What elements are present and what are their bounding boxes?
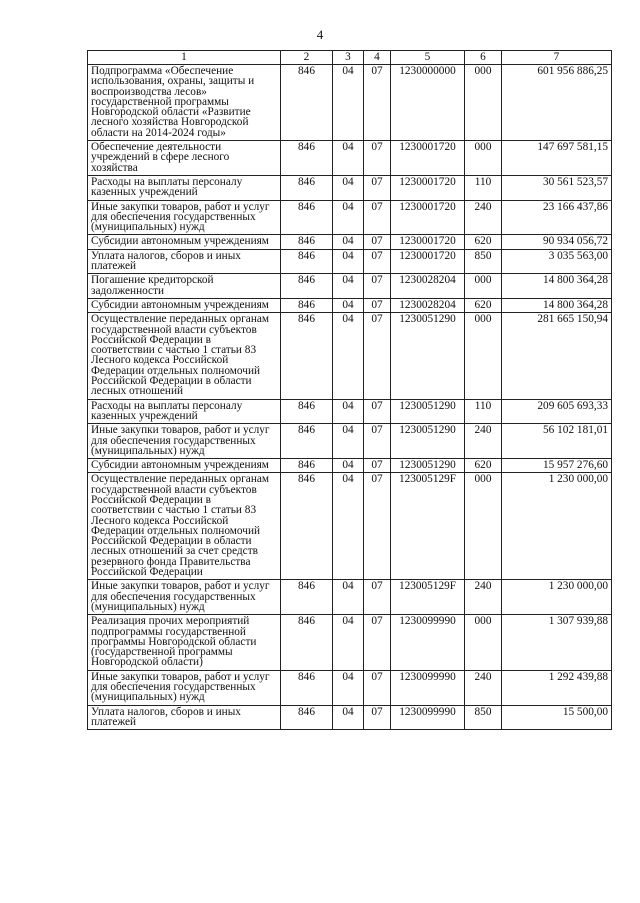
row-subsection: 07: [364, 235, 391, 249]
row-grbs: 846: [281, 298, 333, 312]
table-row: [88, 65, 612, 141]
row-target-code: 1230001720: [391, 249, 465, 274]
row-target-code: 1230051290: [391, 424, 465, 459]
row-name: Расходы на выплаты персоналу казенных учреждений: [88, 399, 281, 424]
row-amount: 1 230 000,00: [502, 580, 612, 615]
row-subsection: 07: [364, 298, 391, 312]
row-grbs: 846: [281, 249, 333, 274]
row-expense-type: 620: [465, 298, 502, 312]
col-header-5: 5: [391, 51, 465, 65]
table-row: [88, 200, 612, 235]
row-name: Иные закупки товаров, работ и услуг для обеспечения государственных (муниципальных) нужд: [88, 200, 281, 235]
table-row: [88, 705, 612, 730]
row-name: Погашение кредиторской задолженности: [88, 274, 281, 299]
row-section: 04: [333, 580, 364, 615]
row-section: 04: [333, 65, 364, 141]
row-expense-type: 620: [465, 235, 502, 249]
row-section: 04: [333, 235, 364, 249]
row-section: 04: [333, 175, 364, 200]
row-subsection: 07: [364, 200, 391, 235]
row-grbs: 846: [281, 65, 333, 141]
table-row: [88, 175, 612, 200]
row-amount: 209 605 693,33: [502, 399, 612, 424]
row-name: Иные закупки товаров, работ и услуг для обеспечения государственных (муниципальных) нужд: [88, 580, 281, 615]
row-grbs: 846: [281, 473, 333, 580]
row-target-code: 1230001720: [391, 175, 465, 200]
row-name: Уплата налогов, сборов и иных платежей: [88, 705, 281, 730]
col-header-6: 6: [465, 51, 502, 65]
col-header-2: 2: [281, 51, 333, 65]
row-amount: 15 957 276,60: [502, 459, 612, 473]
row-expense-type: 850: [465, 705, 502, 730]
table-row: [88, 670, 612, 705]
row-grbs: 846: [281, 175, 333, 200]
row-amount: 1 292 439,88: [502, 670, 612, 705]
row-target-code: 123005129F: [391, 473, 465, 580]
col-header-4: 4: [364, 51, 391, 65]
row-expense-type: 000: [465, 141, 502, 176]
row-section: 04: [333, 705, 364, 730]
row-expense-type: 240: [465, 580, 502, 615]
row-section: 04: [333, 473, 364, 580]
row-grbs: 846: [281, 424, 333, 459]
row-subsection: 07: [364, 65, 391, 141]
row-grbs: 846: [281, 274, 333, 299]
row-subsection: 07: [364, 399, 391, 424]
row-grbs: 846: [281, 200, 333, 235]
row-target-code: 1230028204: [391, 274, 465, 299]
col-header-7: 7: [502, 51, 612, 65]
row-target-code: 1230000000: [391, 65, 465, 141]
table-row: [88, 235, 612, 249]
row-grbs: 846: [281, 235, 333, 249]
row-section: 04: [333, 141, 364, 176]
row-amount: 147 697 581,15: [502, 141, 612, 176]
row-target-code: 1230051290: [391, 459, 465, 473]
row-name: Субсидии автономным учреждениям: [88, 235, 281, 249]
row-amount: 15 500,00: [502, 705, 612, 730]
row-target-code: 1230001720: [391, 235, 465, 249]
row-section: 04: [333, 249, 364, 274]
row-target-code: 123005129F: [391, 580, 465, 615]
row-amount: 90 934 056,72: [502, 235, 612, 249]
row-amount: 14 800 364,28: [502, 274, 612, 299]
row-subsection: 07: [364, 424, 391, 459]
row-expense-type: 110: [465, 399, 502, 424]
row-expense-type: 620: [465, 459, 502, 473]
row-section: 04: [333, 313, 364, 399]
table-row: [88, 399, 612, 424]
row-name: Уплата налогов, сборов и иных платежей: [88, 249, 281, 274]
row-amount: 1 230 000,00: [502, 473, 612, 580]
row-section: 04: [333, 424, 364, 459]
page-number: 4: [316, 27, 324, 42]
row-name: Подпрограмма «Обеспечение использования, охраны, защиты и воспроизводства лесов» государственной программы Новгородской области «Развитие лесного хозяйства Новгородской области на 2014-2024 годы»: [88, 65, 281, 141]
row-target-code: 1230028204: [391, 298, 465, 312]
row-expense-type: 000: [465, 313, 502, 399]
table-row: [88, 459, 612, 473]
row-expense-type: 850: [465, 249, 502, 274]
row-subsection: 07: [364, 580, 391, 615]
table-row: [88, 313, 612, 399]
row-expense-type: 000: [465, 615, 502, 670]
row-name: Реализация прочих мероприятий подпрограммы государственной программы Новгородской области (государственной программы Новгородской области): [88, 615, 281, 670]
row-section: 04: [333, 298, 364, 312]
row-subsection: 07: [364, 670, 391, 705]
table-row: [88, 274, 612, 299]
row-expense-type: 240: [465, 200, 502, 235]
header-row: [88, 51, 612, 65]
row-name: Обеспечение деятельности учреждений в сфере лесного хозяйства: [88, 141, 281, 176]
row-name: Осуществление переданных органам государственной власти субъектов Российской Федерации в соответствии с частью 1 статьи 83 Лесного кодекса Российской Федерации отдельных полномочий Российской Федерации в области лесных отношений за счет средств резервного фонда Правительства Российской Федерации: [88, 473, 281, 580]
table-row: [88, 249, 612, 274]
row-expense-type: 000: [465, 65, 502, 141]
row-name: Субсидии автономным учреждениям: [88, 459, 281, 473]
row-target-code: 1230099990: [391, 705, 465, 730]
row-expense-type: 000: [465, 274, 502, 299]
row-section: 04: [333, 615, 364, 670]
row-amount: 14 800 364,28: [502, 298, 612, 312]
row-amount: 601 956 886,25: [502, 65, 612, 141]
row-target-code: 1230001720: [391, 200, 465, 235]
row-section: 04: [333, 200, 364, 235]
row-target-code: 1230099990: [391, 615, 465, 670]
budget-table: [87, 50, 612, 730]
row-grbs: 846: [281, 670, 333, 705]
row-target-code: 1230001720: [391, 141, 465, 176]
row-grbs: 846: [281, 399, 333, 424]
row-grbs: 846: [281, 580, 333, 615]
table-row: [88, 298, 612, 312]
row-grbs: 846: [281, 705, 333, 730]
row-target-code: 1230051290: [391, 313, 465, 399]
row-amount: 56 102 181,01: [502, 424, 612, 459]
row-subsection: 07: [364, 274, 391, 299]
row-target-code: 1230051290: [391, 399, 465, 424]
row-grbs: 846: [281, 313, 333, 399]
table-row: [88, 424, 612, 459]
row-name: Субсидии автономным учреждениям: [88, 298, 281, 312]
row-section: 04: [333, 399, 364, 424]
row-target-code: 1230099990: [391, 670, 465, 705]
table-row: [88, 615, 612, 670]
row-section: 04: [333, 459, 364, 473]
table-row: [88, 580, 612, 615]
row-section: 04: [333, 670, 364, 705]
row-name: Осуществление переданных органам государственной власти субъектов Российской Федерации в соответствии с частью 1 статьи 83 Лесного кодекса Российской Федерации отдельных полномочий Российской Федерации в области лесных отношений: [88, 313, 281, 399]
row-expense-type: 110: [465, 175, 502, 200]
row-subsection: 07: [364, 141, 391, 176]
row-subsection: 07: [364, 175, 391, 200]
row-amount: 23 166 437,86: [502, 200, 612, 235]
row-amount: 1 307 939,88: [502, 615, 612, 670]
row-subsection: 07: [364, 459, 391, 473]
row-subsection: 07: [364, 313, 391, 399]
row-subsection: 07: [364, 473, 391, 580]
row-amount: 30 561 523,57: [502, 175, 612, 200]
row-grbs: 846: [281, 615, 333, 670]
row-grbs: 846: [281, 459, 333, 473]
row-name: Иные закупки товаров, работ и услуг для обеспечения государственных (муниципальных) нужд: [88, 424, 281, 459]
row-name: Расходы на выплаты персоналу казенных учреждений: [88, 175, 281, 200]
table-row: [88, 473, 612, 580]
col-header-3: 3: [333, 51, 364, 65]
row-amount: 3 035 563,00: [502, 249, 612, 274]
row-subsection: 07: [364, 615, 391, 670]
row-expense-type: 000: [465, 473, 502, 580]
row-expense-type: 240: [465, 670, 502, 705]
col-header-1: 1: [88, 51, 281, 65]
row-subsection: 07: [364, 705, 391, 730]
table-row: [88, 141, 612, 176]
row-expense-type: 240: [465, 424, 502, 459]
row-subsection: 07: [364, 249, 391, 274]
row-name: Иные закупки товаров, работ и услуг для обеспечения государственных (муниципальных) нужд: [88, 670, 281, 705]
row-amount: 281 665 150,94: [502, 313, 612, 399]
row-grbs: 846: [281, 141, 333, 176]
row-section: 04: [333, 274, 364, 299]
